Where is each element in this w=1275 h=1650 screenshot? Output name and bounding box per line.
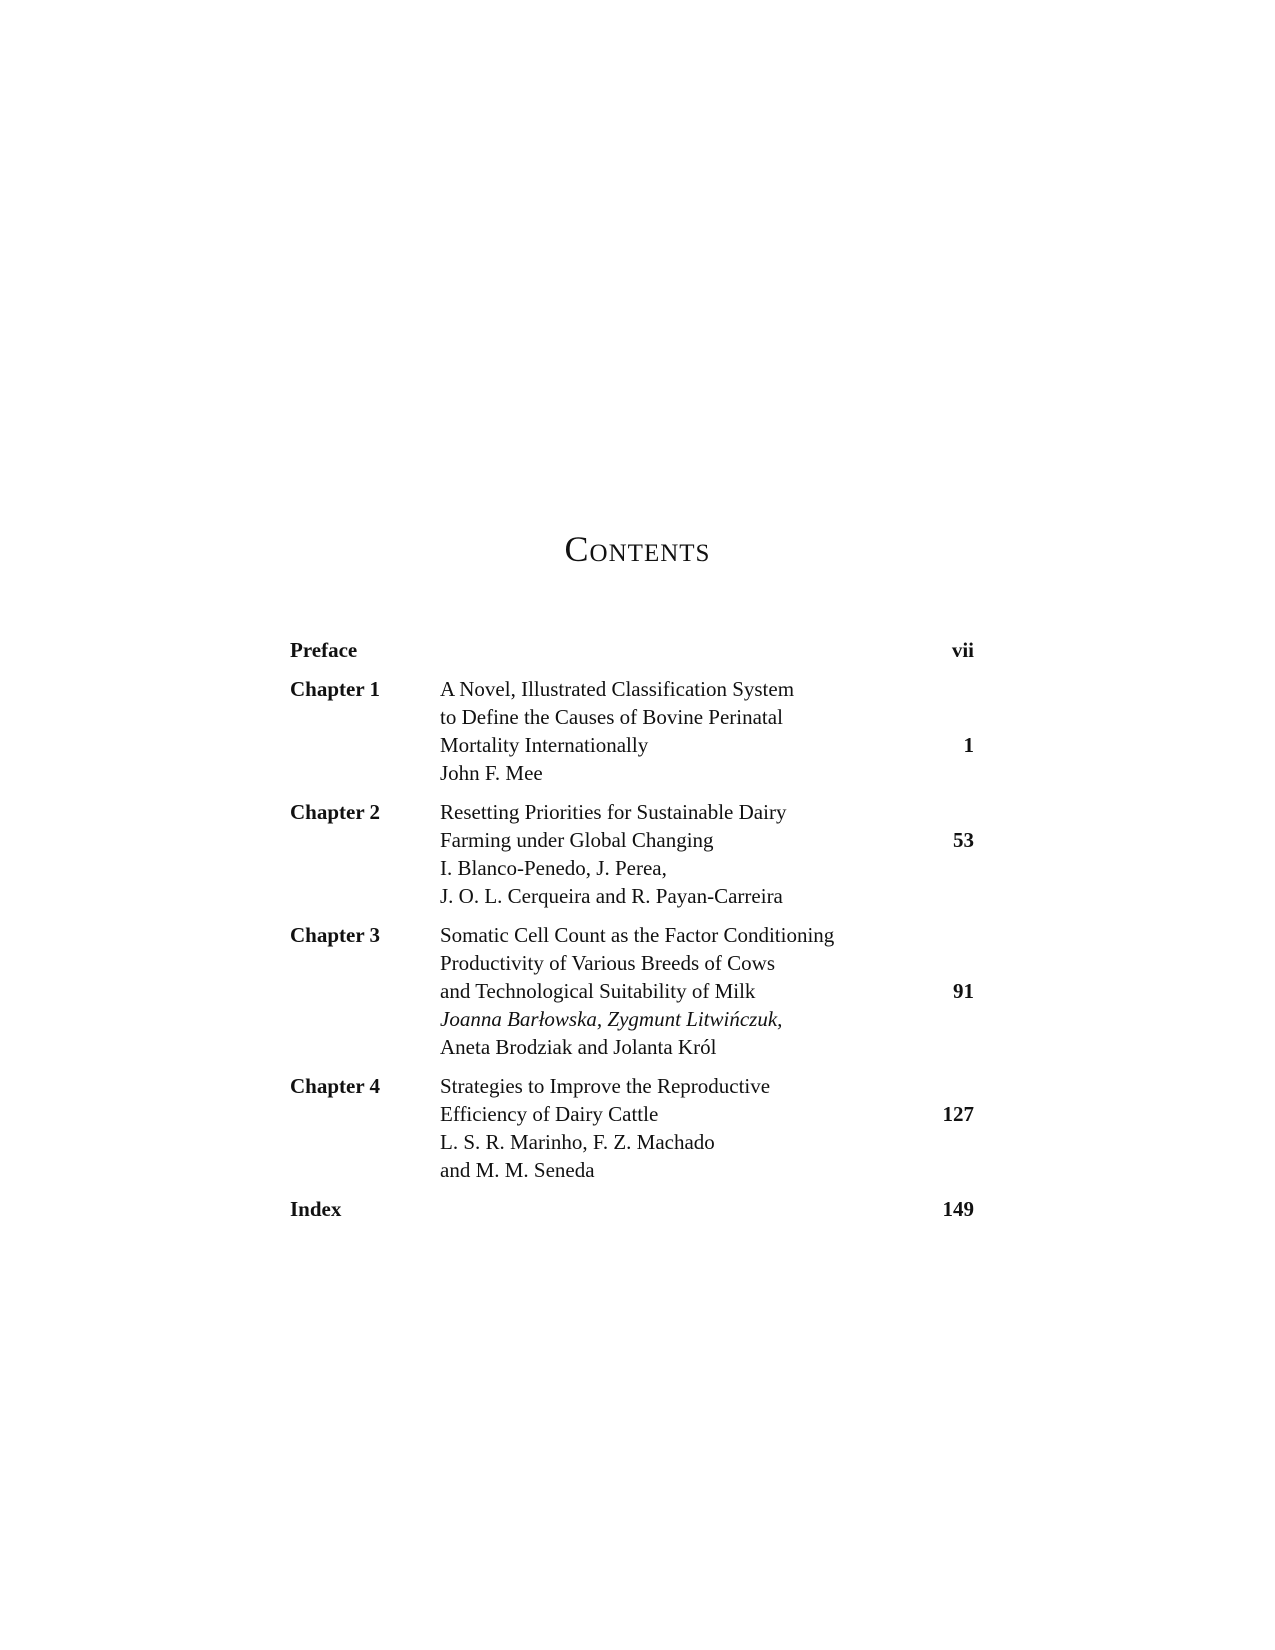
- entry-author-line: John F. Mee: [440, 761, 543, 785]
- entry-label: Preface: [290, 638, 358, 662]
- entry-title-line: Somatic Cell Count as the Factor Conditioning: [440, 923, 835, 947]
- entry-label: Chapter 2: [290, 800, 381, 824]
- entry-title-line: Efficiency of Dairy Cattle: [440, 1102, 659, 1126]
- entry-body: [440, 921, 974, 1061]
- page-number: 127: [942, 1102, 974, 1126]
- page-number: 149: [942, 1197, 974, 1221]
- entry-title-line: to Define the Causes of Bovine Perinatal: [440, 705, 783, 729]
- entry-body: [440, 675, 974, 787]
- entry-author-line: L. S. R. Marinho, F. Z. Machado: [440, 1130, 715, 1154]
- page-number: 1: [963, 733, 974, 757]
- toc-entry[interactable]: [290, 1195, 974, 1223]
- entry-title-line: Strategies to Improve the Reproductive: [440, 1074, 771, 1098]
- entry-title-line: Mortality Internationally: [440, 733, 649, 757]
- toc-entry[interactable]: [290, 636, 974, 664]
- entry-label: Chapter 3: [290, 923, 381, 947]
- page-title: Contents: [564, 529, 711, 569]
- entry-author-line: Joanna Barłowska, Zygmunt Litwińczuk,: [440, 1007, 783, 1031]
- page-number: vii: [951, 638, 974, 662]
- entry-body: [440, 636, 974, 664]
- page-number: 53: [953, 828, 974, 852]
- entry-body: [440, 1195, 974, 1223]
- entry-label: Index: [290, 1197, 342, 1221]
- toc-entry[interactable]: [290, 921, 974, 1061]
- entry-title-line: and Technological Suitability of Milk: [440, 979, 756, 1003]
- page-number: 91: [953, 979, 974, 1003]
- entry-author-line: and M. M. Seneda: [440, 1158, 595, 1182]
- entry-author-line: Aneta Brodziak and Jolanta Król: [440, 1035, 717, 1059]
- entry-label: Chapter 1: [290, 677, 381, 701]
- entry-label: Chapter 4: [290, 1074, 381, 1098]
- entry-author-line: I. Blanco-Penedo, J. Perea,: [440, 856, 667, 880]
- entry-author-line: J. O. L. Cerqueira and R. Payan-Carreira: [440, 884, 783, 908]
- entry-title-line: Productivity of Various Breeds of Cows: [440, 951, 776, 975]
- entry-title-line: A Novel, Illustrated Classification System: [440, 677, 795, 701]
- table-of-contents: [290, 636, 974, 1234]
- toc-entry[interactable]: [290, 798, 974, 910]
- toc-entry[interactable]: [290, 675, 974, 787]
- entry-title-line: Resetting Priorities for Sustainable Dairy: [440, 800, 787, 824]
- toc-entry[interactable]: [290, 1072, 974, 1184]
- entry-body: [440, 1072, 974, 1184]
- entry-title-line: Farming under Global Changing: [440, 828, 714, 852]
- entry-body: [440, 798, 974, 910]
